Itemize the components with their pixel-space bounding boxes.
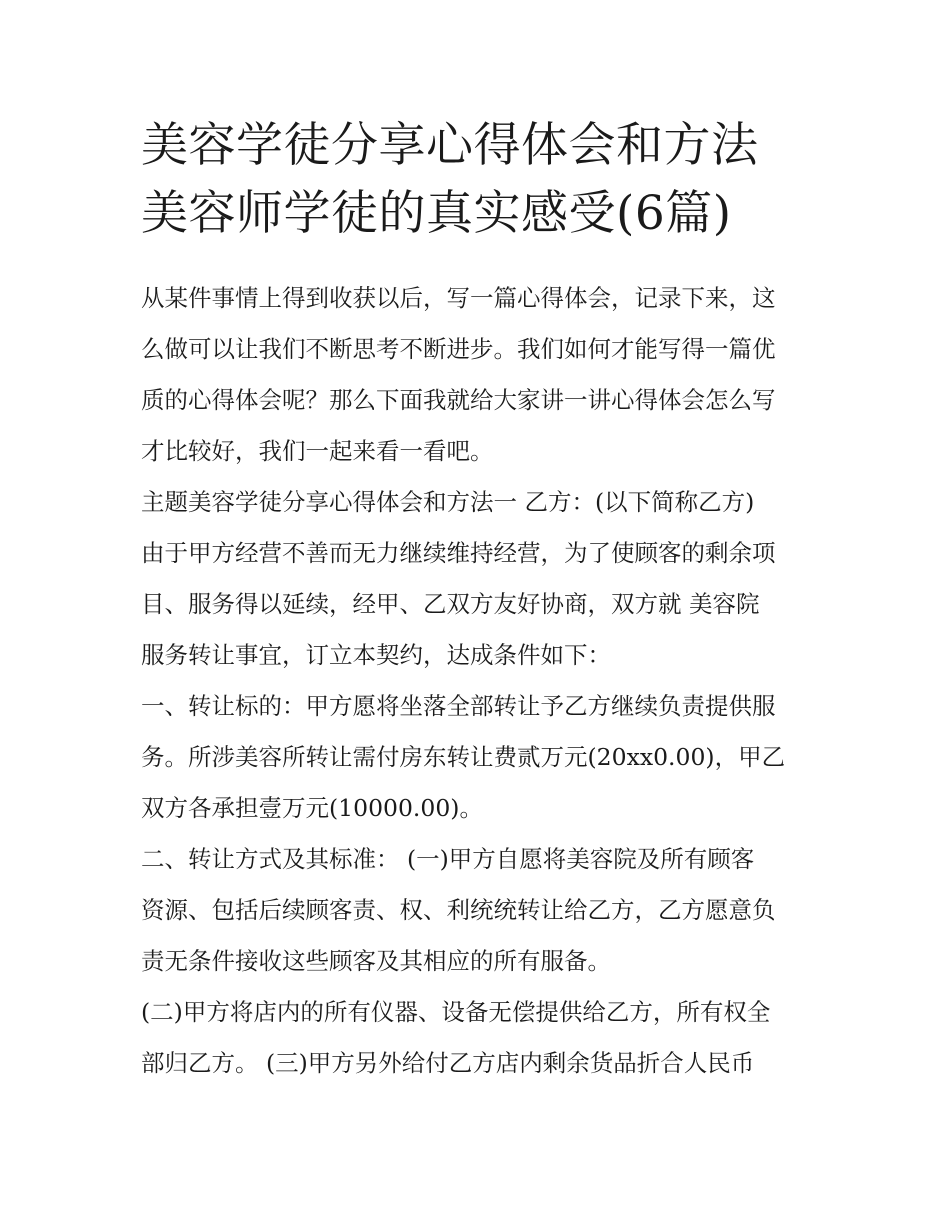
text-line: 从某件事情上得到收获以后，写一篇心得体会，记录下来，这: [141, 284, 776, 312]
paragraph-clause-2-sub: [141, 987, 816, 1089]
paragraph-clause-1: [141, 681, 816, 834]
text-line: 么做可以让我们不断思考不断进步。我们如何才能写得一篇优: [141, 335, 776, 363]
text-line: 资源、包括后续顾客责、权、利统统转让给乙方，乙方愿意负: [141, 896, 776, 924]
text-line: 主题美容学徒分享心得体会和方法一 乙方：(以下简称乙方): [141, 488, 755, 516]
text-line: 部归乙方。 (三)甲方另外给付乙方店内剩余货品折合人民币: [141, 1049, 755, 1077]
text-line: 服务转让事宜，订立本契约，达成条件如下：: [141, 641, 611, 669]
text-line: 质的心得体会呢？那么下面我就给大家讲一讲心得体会怎么写: [141, 386, 776, 414]
document-body: [141, 273, 816, 1089]
document-page: [141, 112, 816, 1089]
text-line: (二)甲方将店内的所有仪器、设备无偿提供给乙方，所有权全: [141, 998, 771, 1026]
title-line-1: 美容学徒分享心得体会和方法: [141, 118, 759, 173]
paragraph-topic: [141, 477, 816, 681]
text-line: 由于甲方经营不善而无力继续维持经营，为了使顾客的剩余项: [141, 539, 776, 567]
text-line: 才比较好，我们一起来看一看吧。: [141, 437, 494, 465]
text-line: 责无条件接收这些顾客及其相应的所有服备。: [141, 947, 611, 975]
text-line: 双方各承担壹万元(10000.00)。: [141, 794, 483, 822]
text-line: 务。所涉美容所转让需付房东转让费贰万元(20xx0.00)，甲乙: [141, 743, 786, 771]
paragraph-clause-2: [141, 834, 816, 987]
text-line: 目、服务得以延续，经甲、乙双方友好协商，双方就 美容院: [141, 590, 760, 618]
document-title: [141, 112, 816, 248]
text-line: 二、转让方式及其标准： (一)甲方自愿将美容院及所有顾客: [141, 845, 755, 873]
paragraph-intro: [141, 273, 816, 477]
title-line-2: 美容师学徒的真实感受(6篇): [141, 186, 732, 241]
text-line: 一、转让标的：甲方愿将坐落全部转让予乙方继续负责提供服: [141, 692, 776, 720]
